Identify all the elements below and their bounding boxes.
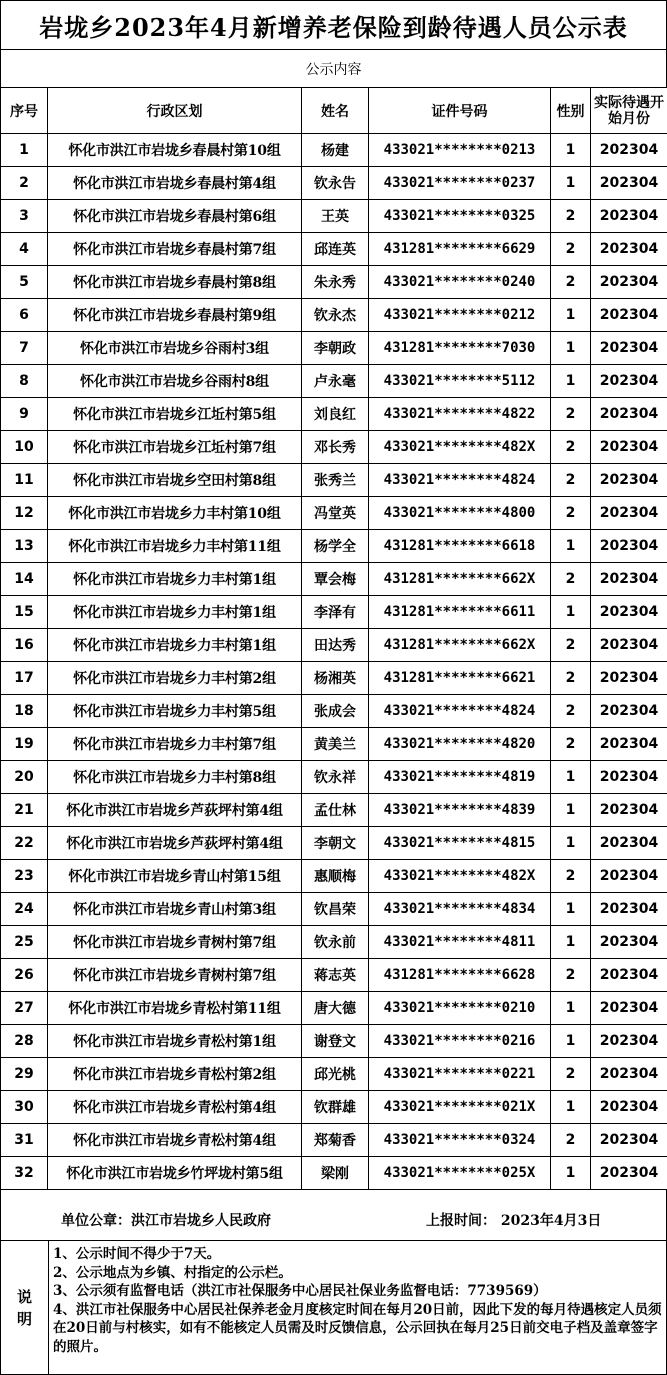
cell-name: 杨湘英 xyxy=(302,662,369,695)
cell-name: 蒋志英 xyxy=(302,959,369,992)
table-row xyxy=(1,1157,667,1190)
cell-seq: 22 xyxy=(1,827,48,860)
cell-region: 怀化市洪江市岩垅乡空田村第8组 xyxy=(48,464,302,497)
table-row xyxy=(1,1025,667,1058)
table-row xyxy=(1,563,667,596)
cell-name: 钦永杰 xyxy=(302,299,369,332)
cell-seq: 10 xyxy=(1,431,48,464)
cell-id: 433021********021X xyxy=(369,1091,551,1124)
cell-region: 怀化市洪江市岩垅乡江坵村第7组 xyxy=(48,431,302,464)
cell-name: 梁刚 xyxy=(302,1157,369,1190)
cell-seq: 30 xyxy=(1,1091,48,1124)
cell-name: 冯堂英 xyxy=(302,497,369,530)
cell-seq: 14 xyxy=(1,563,48,596)
cell-id: 433021********0240 xyxy=(369,266,551,299)
header-start-month: 实际待遇开始月份 xyxy=(591,88,667,134)
table-row xyxy=(1,1058,667,1091)
cell-gender: 2 xyxy=(551,464,591,497)
cell-id: 431281********7030 xyxy=(369,332,551,365)
cell-name: 黄美兰 xyxy=(302,728,369,761)
note-item: 3、公示须有监督电话（洪江市社保服务中心居民社保业务监督电话：7739569） xyxy=(53,1283,547,1299)
table-row xyxy=(1,926,667,959)
cell-start-month: 202304 xyxy=(591,332,667,365)
cell-seq: 4 xyxy=(1,233,48,266)
cell-name: 邓长秀 xyxy=(302,431,369,464)
cell-seq: 17 xyxy=(1,662,48,695)
cell-gender: 2 xyxy=(551,233,591,266)
cell-region: 怀化市洪江市岩垅乡力丰村第2组 xyxy=(48,662,302,695)
cell-region: 怀化市洪江市岩垅乡力丰村第1组 xyxy=(48,629,302,662)
cell-start-month: 202304 xyxy=(591,992,667,1025)
cell-name: 李泽有 xyxy=(302,596,369,629)
cell-gender: 1 xyxy=(551,761,591,794)
cell-start-month: 202304 xyxy=(591,398,667,431)
cell-region: 怀化市洪江市岩垅乡青树村第7组 xyxy=(48,959,302,992)
cell-gender: 2 xyxy=(551,200,591,233)
cell-seq: 1 xyxy=(1,134,48,167)
cell-region: 怀化市洪江市岩垅乡江坵村第5组 xyxy=(48,398,302,431)
table-row xyxy=(1,695,667,728)
cell-gender: 2 xyxy=(551,695,591,728)
cell-name: 张秀兰 xyxy=(302,464,369,497)
table-row xyxy=(1,398,667,431)
cell-name: 钦群雄 xyxy=(302,1091,369,1124)
cell-gender: 1 xyxy=(551,1091,591,1124)
cell-name: 卢永毫 xyxy=(302,365,369,398)
report-time: 上报时间： 2023年4月3日 xyxy=(426,1213,602,1229)
cell-start-month: 202304 xyxy=(591,761,667,794)
cell-region: 怀化市洪江市岩垅乡青松村第1组 xyxy=(48,1025,302,1058)
cell-seq: 18 xyxy=(1,695,48,728)
cell-seq: 19 xyxy=(1,728,48,761)
cell-id: 433021********0216 xyxy=(369,1025,551,1058)
cell-gender: 2 xyxy=(551,959,591,992)
cell-gender: 1 xyxy=(551,893,591,926)
cell-gender: 1 xyxy=(551,794,591,827)
cell-seq: 3 xyxy=(1,200,48,233)
notes-label: 说明 xyxy=(16,1287,32,1328)
cell-id: 431281********6628 xyxy=(369,959,551,992)
cell-gender: 2 xyxy=(551,398,591,431)
cell-start-month: 202304 xyxy=(591,827,667,860)
cell-name: 杨建 xyxy=(302,134,369,167)
header-region: 行政区划 xyxy=(48,88,302,134)
cell-start-month: 202304 xyxy=(591,596,667,629)
cell-name: 刘良红 xyxy=(302,398,369,431)
cell-seq: 12 xyxy=(1,497,48,530)
cell-start-month: 202304 xyxy=(591,497,667,530)
cell-start-month: 202304 xyxy=(591,794,667,827)
cell-start-month: 202304 xyxy=(591,629,667,662)
header-id: 证件号码 xyxy=(369,88,551,134)
cell-seq: 28 xyxy=(1,1025,48,1058)
cell-id: 433021********0324 xyxy=(369,1124,551,1157)
cell-region: 怀化市洪江市岩垅乡力丰村第8组 xyxy=(48,761,302,794)
table-row xyxy=(1,299,667,332)
cell-region: 怀化市洪江市岩垅乡青山村第3组 xyxy=(48,893,302,926)
table-row xyxy=(1,134,667,167)
cell-region: 怀化市洪江市岩垅乡春晨村第6组 xyxy=(48,200,302,233)
cell-region: 怀化市洪江市岩垅乡青树村第7组 xyxy=(48,926,302,959)
cell-start-month: 202304 xyxy=(591,1025,667,1058)
cell-seq: 21 xyxy=(1,794,48,827)
cell-id: 433021********0325 xyxy=(369,200,551,233)
cell-start-month: 202304 xyxy=(591,365,667,398)
cell-gender: 2 xyxy=(551,497,591,530)
cell-gender: 1 xyxy=(551,827,591,860)
note-item: 4、洪江市社保服务中心居民社保养老金月度核定时间在每月20日前，因此下发的每月待遇核定人员须在20日前与村核实，如有不能核定人员需及时反馈信息，公示回执在每月25日前交电子档及盖章签字的照片。 xyxy=(53,1301,662,1355)
cell-name: 邱连英 xyxy=(302,233,369,266)
cell-id: 433021********4819 xyxy=(369,761,551,794)
note-item: 2、公示地点为乡镇、村指定的公示栏。 xyxy=(53,1264,292,1281)
cell-id: 431281********662X xyxy=(369,629,551,662)
cell-gender: 1 xyxy=(551,530,591,563)
table-row xyxy=(1,959,667,992)
cell-id: 433021********4822 xyxy=(369,398,551,431)
cell-start-month: 202304 xyxy=(591,464,667,497)
table-row xyxy=(1,167,667,200)
table-row xyxy=(1,431,667,464)
cell-name: 钦昌荣 xyxy=(302,893,369,926)
cell-id: 433021********0212 xyxy=(369,299,551,332)
cell-region: 怀化市洪江市岩垅乡春晨村第9组 xyxy=(48,299,302,332)
table-row xyxy=(1,1091,667,1124)
cell-gender: 1 xyxy=(551,167,591,200)
cell-name: 张成会 xyxy=(302,695,369,728)
cell-gender: 2 xyxy=(551,860,591,893)
cell-start-month: 202304 xyxy=(591,728,667,761)
cell-seq: 26 xyxy=(1,959,48,992)
notes-body xyxy=(53,1245,663,1356)
cell-start-month: 202304 xyxy=(591,266,667,299)
cell-id: 433021********482X xyxy=(369,860,551,893)
cell-name: 李朝文 xyxy=(302,827,369,860)
cell-region: 怀化市洪江市岩垅乡春晨村第10组 xyxy=(48,134,302,167)
cell-id: 431281********6611 xyxy=(369,596,551,629)
table-row xyxy=(1,266,667,299)
cell-name: 王英 xyxy=(302,200,369,233)
cell-region: 怀化市洪江市岩垅乡青松村第11组 xyxy=(48,992,302,1025)
cell-name: 覃会梅 xyxy=(302,563,369,596)
cell-region: 怀化市洪江市岩垅乡青山村第15组 xyxy=(48,860,302,893)
cell-seq: 13 xyxy=(1,530,48,563)
cell-start-month: 202304 xyxy=(591,695,667,728)
notes-label-cell xyxy=(1,1241,49,1374)
cell-region: 怀化市洪江市岩垅乡力丰村第5组 xyxy=(48,695,302,728)
cell-gender: 2 xyxy=(551,266,591,299)
cell-gender: 1 xyxy=(551,596,591,629)
cell-name: 谢登文 xyxy=(302,1025,369,1058)
cell-name: 邱光桃 xyxy=(302,1058,369,1091)
cell-region: 怀化市洪江市岩垅乡力丰村第1组 xyxy=(48,563,302,596)
cell-start-month: 202304 xyxy=(591,299,667,332)
cell-seq: 29 xyxy=(1,1058,48,1091)
cell-start-month: 202304 xyxy=(591,431,667,464)
cell-gender: 2 xyxy=(551,728,591,761)
notes-block xyxy=(0,1240,667,1375)
cell-gender: 1 xyxy=(551,1025,591,1058)
cell-region: 怀化市洪江市岩垅乡芦荻坪村第4组 xyxy=(48,794,302,827)
cell-id: 431281********662X xyxy=(369,563,551,596)
table-row xyxy=(1,860,667,893)
cell-gender: 2 xyxy=(551,629,591,662)
cell-seq: 2 xyxy=(1,167,48,200)
cell-name: 郑菊香 xyxy=(302,1124,369,1157)
cell-region: 怀化市洪江市岩垅乡力丰村第1组 xyxy=(48,596,302,629)
cell-seq: 27 xyxy=(1,992,48,1025)
table-row xyxy=(1,662,667,695)
cell-seq: 11 xyxy=(1,464,48,497)
cell-start-month: 202304 xyxy=(591,959,667,992)
cell-id: 433021********025X xyxy=(369,1157,551,1190)
cell-region: 怀化市洪江市岩垅乡青松村第2组 xyxy=(48,1058,302,1091)
table-row xyxy=(1,827,667,860)
cell-start-month: 202304 xyxy=(591,167,667,200)
cell-name: 李朝政 xyxy=(302,332,369,365)
cell-gender: 2 xyxy=(551,563,591,596)
table-row xyxy=(1,233,667,266)
cell-seq: 24 xyxy=(1,893,48,926)
cell-id: 431281********6629 xyxy=(369,233,551,266)
cell-name: 朱永秀 xyxy=(302,266,369,299)
header-name: 姓名 xyxy=(302,88,369,134)
cell-start-month: 202304 xyxy=(591,233,667,266)
cell-region: 怀化市洪江市岩垅乡力丰村第11组 xyxy=(48,530,302,563)
cell-id: 433021********0213 xyxy=(369,134,551,167)
cell-name: 钦永前 xyxy=(302,926,369,959)
header-seq: 序号 xyxy=(1,88,48,134)
cell-seq: 31 xyxy=(1,1124,48,1157)
cell-start-month: 202304 xyxy=(591,662,667,695)
official-seal-unit: 单位公章：洪江市岩垅乡人民政府 xyxy=(61,1213,271,1229)
table-row xyxy=(1,200,667,233)
cell-gender: 2 xyxy=(551,1058,591,1091)
cell-id: 431281********6618 xyxy=(369,530,551,563)
cell-name: 田达秀 xyxy=(302,629,369,662)
cell-gender: 1 xyxy=(551,134,591,167)
cell-start-month: 202304 xyxy=(591,1091,667,1124)
cell-gender: 1 xyxy=(551,365,591,398)
cell-name: 唐大德 xyxy=(302,992,369,1025)
cell-start-month: 202304 xyxy=(591,1058,667,1091)
cell-name: 惠顺梅 xyxy=(302,860,369,893)
cell-id: 433021********4811 xyxy=(369,926,551,959)
table-row xyxy=(1,992,667,1025)
cell-region: 怀化市洪江市岩垅乡春晨村第8组 xyxy=(48,266,302,299)
table-row xyxy=(1,794,667,827)
header-gender: 性别 xyxy=(551,88,591,134)
cell-region: 怀化市洪江市岩垅乡力丰村第10组 xyxy=(48,497,302,530)
cell-region: 怀化市洪江市岩垅乡春晨村第7组 xyxy=(48,233,302,266)
cell-id: 433021********4815 xyxy=(369,827,551,860)
cell-start-month: 202304 xyxy=(591,1124,667,1157)
table-row xyxy=(1,332,667,365)
cell-start-month: 202304 xyxy=(591,1157,667,1190)
table-row xyxy=(1,629,667,662)
table-row xyxy=(1,728,667,761)
cell-seq: 6 xyxy=(1,299,48,332)
cell-region: 怀化市洪江市岩垅乡谷雨村3组 xyxy=(48,332,302,365)
cell-region: 怀化市洪江市岩垅乡竹坪垅村第5组 xyxy=(48,1157,302,1190)
cell-seq: 8 xyxy=(1,365,48,398)
cell-gender: 2 xyxy=(551,1124,591,1157)
cell-gender: 1 xyxy=(551,332,591,365)
cell-seq: 25 xyxy=(1,926,48,959)
cell-id: 433021********4820 xyxy=(369,728,551,761)
table-row xyxy=(1,530,667,563)
page-title: 岩垅乡2023年4月新增养老保险到龄待遇人员公示表 xyxy=(0,0,667,50)
table-header-row xyxy=(1,88,667,134)
table-row xyxy=(1,596,667,629)
cell-gender: 1 xyxy=(551,992,591,1025)
cell-id: 431281********6621 xyxy=(369,662,551,695)
footer-block xyxy=(0,1190,667,1240)
cell-gender: 1 xyxy=(551,926,591,959)
cell-region: 怀化市洪江市岩垅乡春晨村第4组 xyxy=(48,167,302,200)
cell-id: 433021********0221 xyxy=(369,1058,551,1091)
cell-gender: 1 xyxy=(551,299,591,332)
cell-seq: 7 xyxy=(1,332,48,365)
table-row xyxy=(1,464,667,497)
cell-region: 怀化市洪江市岩垅乡力丰村第7组 xyxy=(48,728,302,761)
cell-start-month: 202304 xyxy=(591,134,667,167)
cell-start-month: 202304 xyxy=(591,563,667,596)
table-row xyxy=(1,893,667,926)
table-row xyxy=(1,365,667,398)
cell-start-month: 202304 xyxy=(591,926,667,959)
cell-seq: 16 xyxy=(1,629,48,662)
cell-name: 钦永祥 xyxy=(302,761,369,794)
cell-region: 怀化市洪江市岩垅乡青松村第4组 xyxy=(48,1091,302,1124)
cell-seq: 9 xyxy=(1,398,48,431)
cell-id: 433021********4834 xyxy=(369,893,551,926)
cell-name: 孟仕林 xyxy=(302,794,369,827)
cell-start-month: 202304 xyxy=(591,530,667,563)
cell-id: 433021********482X xyxy=(369,431,551,464)
cell-id: 433021********0237 xyxy=(369,167,551,200)
cell-seq: 20 xyxy=(1,761,48,794)
cell-id: 433021********0210 xyxy=(369,992,551,1025)
cell-region: 怀化市洪江市岩垅乡芦荻坪村第4组 xyxy=(48,827,302,860)
section-subtitle: 公示内容 xyxy=(0,50,667,87)
pension-table xyxy=(0,87,667,1190)
cell-region: 怀化市洪江市岩垅乡谷雨村8组 xyxy=(48,365,302,398)
cell-name: 杨学全 xyxy=(302,530,369,563)
cell-start-month: 202304 xyxy=(591,860,667,893)
cell-region: 怀化市洪江市岩垅乡青松村第4组 xyxy=(48,1124,302,1157)
cell-id: 433021********4800 xyxy=(369,497,551,530)
cell-start-month: 202304 xyxy=(591,200,667,233)
table-row xyxy=(1,1124,667,1157)
cell-start-month: 202304 xyxy=(591,893,667,926)
cell-id: 433021********4824 xyxy=(369,695,551,728)
table-row xyxy=(1,497,667,530)
table-row xyxy=(1,761,667,794)
cell-gender: 1 xyxy=(551,1157,591,1190)
cell-name: 钦永告 xyxy=(302,167,369,200)
cell-id: 433021********4839 xyxy=(369,794,551,827)
cell-seq: 15 xyxy=(1,596,48,629)
cell-gender: 2 xyxy=(551,431,591,464)
cell-id: 433021********5112 xyxy=(369,365,551,398)
note-item: 1、公示时间不得少于7天。 xyxy=(53,1246,221,1262)
cell-seq: 32 xyxy=(1,1157,48,1190)
cell-id: 433021********4824 xyxy=(369,464,551,497)
cell-seq: 5 xyxy=(1,266,48,299)
cell-gender: 2 xyxy=(551,662,591,695)
cell-seq: 23 xyxy=(1,860,48,893)
